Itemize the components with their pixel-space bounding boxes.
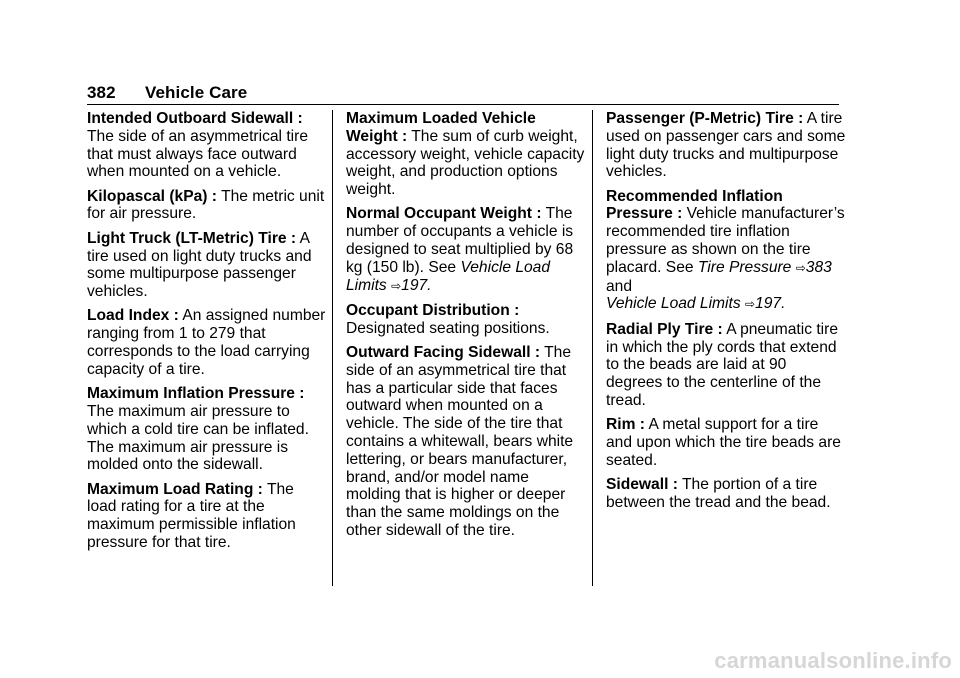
glossary-term: Maximum Inflation Pressure :: [87, 385, 305, 403]
conjunction-text: and: [606, 277, 633, 295]
glossary-entry: [87, 385, 327, 474]
section-title: Vehicle Care: [145, 83, 248, 102]
glossary-entry: [606, 321, 846, 410]
glossary-entry: [606, 416, 846, 469]
cross-reference-link[interactable]: Vehicle Load Limits: [606, 295, 741, 313]
watermark: carmanualsonline.info: [714, 648, 952, 673]
glossary-term: Load Index :: [87, 307, 179, 325]
sentence-end: .: [427, 276, 432, 294]
cross-reference-link[interactable]: Vehicle Load Limits: [346, 258, 551, 294]
glossary-term: Maximum Loaded Vehicle Weight :: [346, 110, 536, 145]
glossary-entry: [346, 205, 586, 295]
glossary-term: Normal Occupant Weight :: [346, 205, 542, 223]
glossary-definition: A metal support for a tire and upon which the tire beads are seated.: [606, 416, 841, 469]
glossary-definition: Designated seating positions.: [346, 319, 550, 337]
page-arrow-icon: ⇨: [744, 297, 756, 312]
glossary-term: Sidewall :: [606, 476, 678, 494]
glossary-definition: Vehicle manufacturer’s recommended tire inflation pressure as shown on the tire placard. See: [606, 205, 845, 276]
glossary-term: Passenger (P-Metric) Tire :: [606, 110, 804, 127]
glossary-entry: [606, 188, 846, 315]
page-header: [87, 83, 247, 103]
glossary-definition: A pneumatic tire in which the ply cords that extend to the beads are laid at 90 degrees to the centerline of the tread.: [606, 320, 839, 409]
glossary-entry: [87, 230, 327, 301]
glossary-definition: The maximum air pressure to which a cold tire can be inflated. The maximum air pressure is molded onto the sidewall.: [87, 402, 309, 474]
glossary-entry: [346, 110, 586, 199]
glossary-term: Recommended Inflation Pressure :: [606, 187, 783, 223]
glossary-entry: [87, 481, 327, 552]
glossary-definition: The metric unit for air pressure.: [87, 187, 325, 223]
page-number: 382: [87, 83, 116, 102]
glossary-definition: The portion of a tire between the tread and the bead.: [606, 476, 831, 511]
glossary-definition: The sum of curb weight, accessory weight, vehicle capacity weight, and production options weight.: [346, 127, 585, 199]
page-arrow-icon: ⇨: [795, 260, 806, 275]
glossary-entry: [87, 188, 327, 224]
glossary-term: Outward Facing Sidewall :: [346, 344, 541, 362]
glossary-definition: The number of occupants a vehicle is designed to seat multiplied by 68 kg (150 lb). See: [346, 205, 574, 276]
glossary-term: Rim :: [606, 416, 645, 434]
glossary-term: Light Truck (LT-Metric) Tire :: [87, 229, 297, 247]
column-divider-2: [592, 110, 593, 586]
glossary-definition: The side of an asymmetrical tire that has a particular side that faces outward when mounted on a vehicle. The side of the tire that contains a whitewall, bears white lettering, or bears manufacturer, brand, and/or model name molding that is higher or deeper than the same moldings on the other sidewall of the tire.: [346, 344, 574, 540]
glossary-entry: [606, 476, 846, 512]
glossary-term: Radial Ply Tire :: [606, 320, 723, 338]
glossary-definition: A tire used on passenger cars and some light duty trucks and multipurpose vehicles.: [606, 110, 846, 181]
column-divider-1: [332, 110, 333, 586]
cross-reference-page[interactable]: 197: [401, 276, 428, 294]
glossary-definition: The side of an asymmetrical tire that must always face outward when mounted on a vehicle.: [87, 127, 308, 181]
header-rule: [87, 104, 839, 105]
column-3: [606, 110, 846, 518]
glossary-entry: [346, 302, 586, 338]
glossary-entry: [87, 110, 327, 181]
glossary-term: Occupant Distribution :: [346, 301, 520, 319]
glossary-definition: A tire used on light duty trucks and some multipurpose passenger vehicles.: [87, 229, 312, 301]
column-1: [87, 110, 327, 558]
glossary-term: Kilopascal (kPa) :: [87, 187, 217, 205]
cross-reference-page[interactable]: 383: [805, 258, 832, 276]
glossary-definition: The load rating for a tire at the maximum permissible inflation pressure for that tire.: [87, 480, 296, 552]
page-arrow-icon: ⇨: [391, 278, 402, 293]
glossary-entry: [606, 110, 846, 181]
column-2: [346, 110, 586, 546]
glossary-entry: [87, 307, 327, 378]
glossary-definition: An assigned number ranging from 1 to 279 that corresponds to the load carrying capacity of a tire.: [87, 307, 326, 378]
glossary-term: Intended Outboard Sidewall :: [87, 110, 303, 127]
cross-reference-link[interactable]: Tire Pressure: [697, 258, 792, 276]
glossary-entry: [346, 344, 586, 540]
cross-reference-page[interactable]: 197: [755, 295, 782, 313]
glossary-term: Maximum Load Rating :: [87, 480, 263, 498]
sentence-end: .: [781, 295, 786, 313]
